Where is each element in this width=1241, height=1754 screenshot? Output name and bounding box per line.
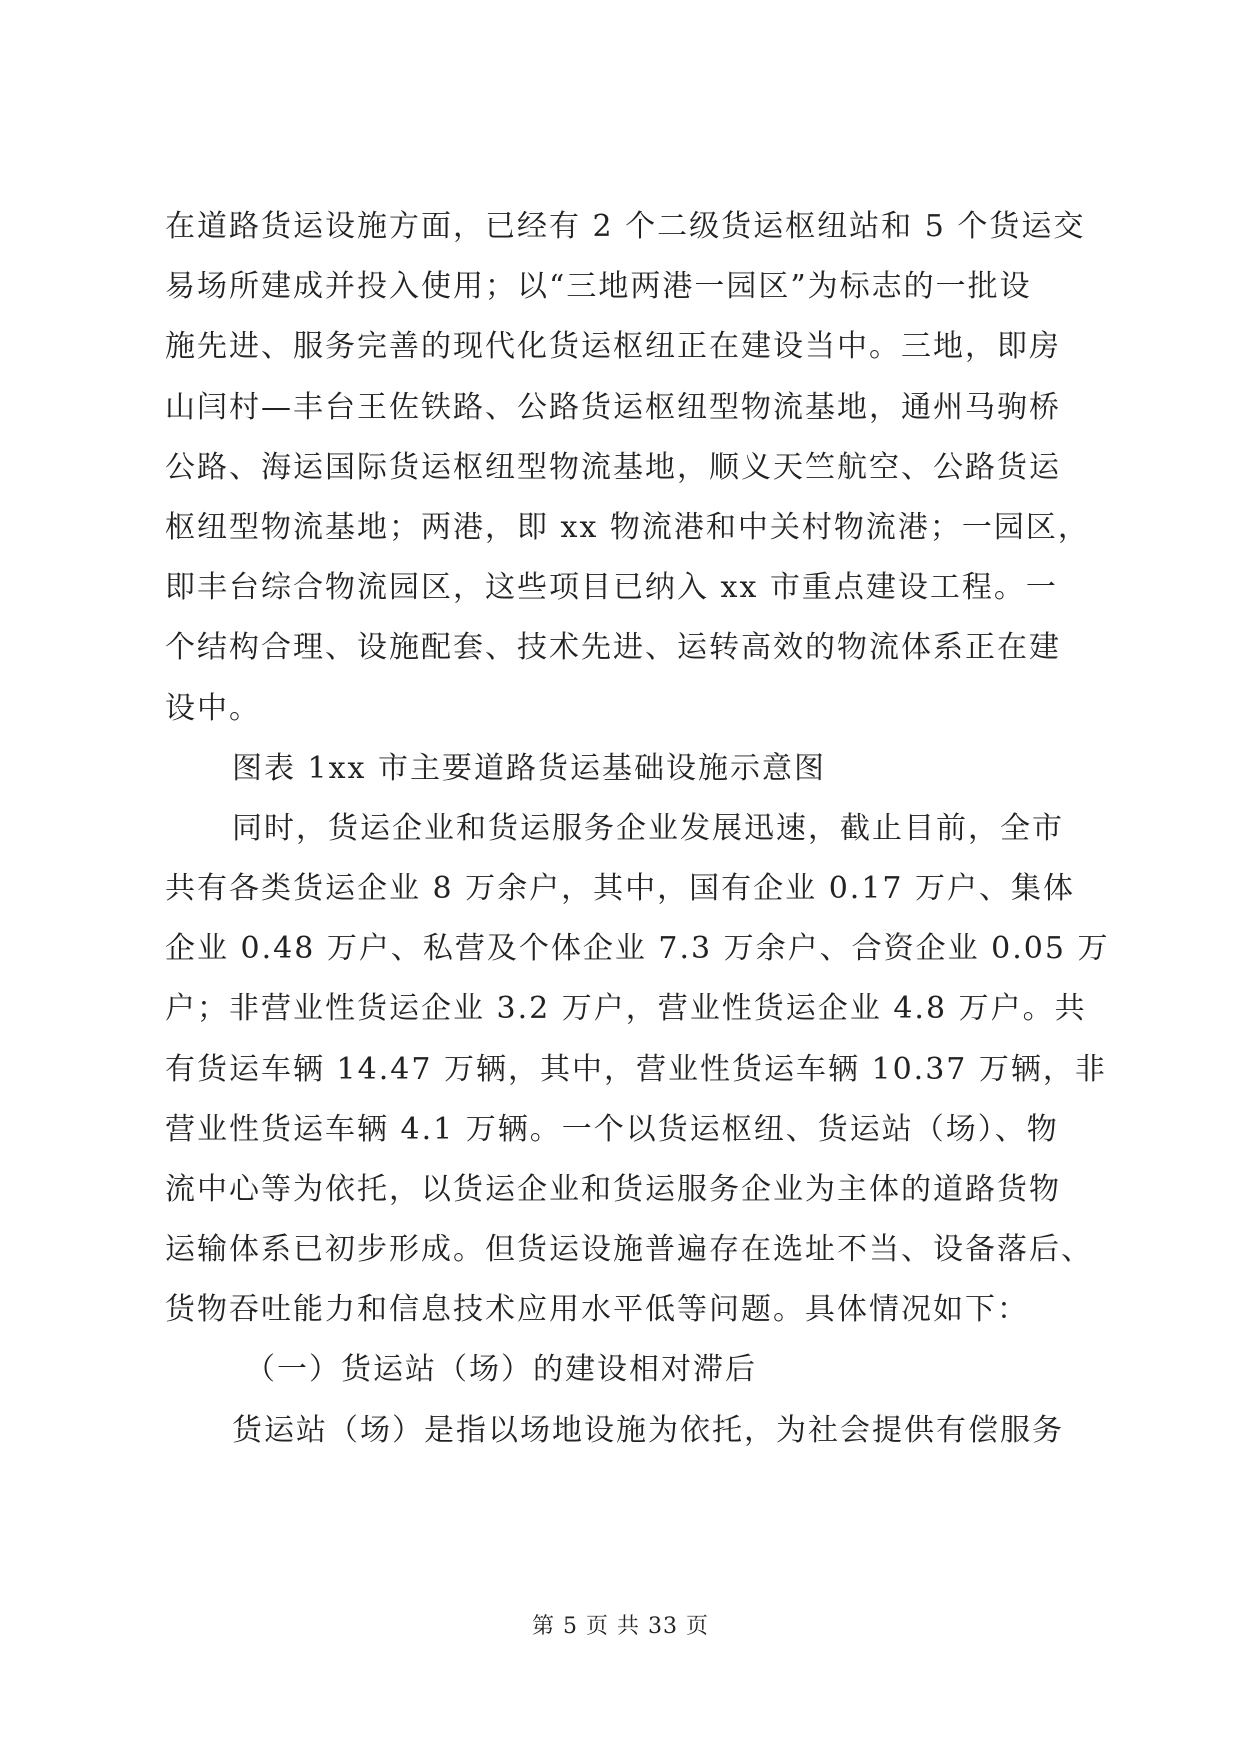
paragraph-line: 即丰台综合物流园区，这些项目已纳入 xx 市重点建设工程。一 (165, 570, 1058, 605)
paragraph-line: 货物吞吐能力和信息技术应用水平低等问题。具体情况如下： (165, 1292, 1029, 1327)
paragraph-line: 营业性货运车辆 4.1 万辆。一个以货运枢纽、货运站（场）、物 (165, 1112, 1059, 1147)
paragraph-line: 个结构合理、设施配套、技术先进、运转高效的物流体系正在建 (165, 630, 1061, 665)
paragraph-line: 公路、海运国际货运枢纽型物流基地，顺义天竺航空、公路货运 (165, 450, 1061, 485)
paragraph-line: 在道路货运设施方面，已经有 2 个二级货运枢纽站和 5 个货运交 (165, 209, 1086, 244)
paragraph-line: 易场所建成并投入使用；以“三地两港一园区”为标志的一批设 (165, 269, 1032, 304)
paragraph-line: 流中心等为依托，以货运企业和货运服务企业为主体的道路货物 (165, 1172, 1061, 1207)
figure-caption: 图表 1xx 市主要道路货运基础设施示意图 (232, 751, 826, 786)
paragraph-line: 企业 0.48 万户、私营及个体企业 7.3 万余户、合资企业 0.05 万 (165, 931, 1110, 966)
section-heading: （一）货运站（场）的建设相对滞后 (245, 1352, 757, 1387)
paragraph-line: 户；非营业性货运企业 3.2 万户，营业性货运企业 4.8 万户。共 (165, 991, 1087, 1026)
paragraph-line: 山闫村—丰台王佐铁路、公路货运枢纽型物流基地，通州马驹桥 (165, 390, 1061, 425)
paragraph-line: 货运站（场）是指以场地设施为依托，为社会提供有偿服务 (232, 1413, 1064, 1448)
paragraph-line: 有货运车辆 14.47 万辆，其中，营业性货运车辆 10.37 万辆，非 (165, 1052, 1107, 1087)
paragraph-line: 共有各类货运企业 8 万余户，其中，国有企业 0.17 万户、集体 (165, 871, 1076, 906)
page-number-footer: 第 5 页 共 33 页 (532, 1614, 709, 1639)
paragraph-line: 枢纽型物流基地；两港，即 xx 物流港和中关村物流港；一园区， (165, 510, 1090, 545)
paragraph-line: 运输体系已初步形成。但货运设施普遍存在选址不当、设备落后、 (165, 1232, 1093, 1267)
paragraph-line: 同时，货运企业和货运服务企业发展迅速，截止目前，全市 (232, 811, 1064, 846)
paragraph-line: 设中。 (165, 691, 261, 726)
paragraph-line: 施先进、服务完善的现代化货运枢纽正在建设当中。三地，即房 (165, 329, 1061, 364)
